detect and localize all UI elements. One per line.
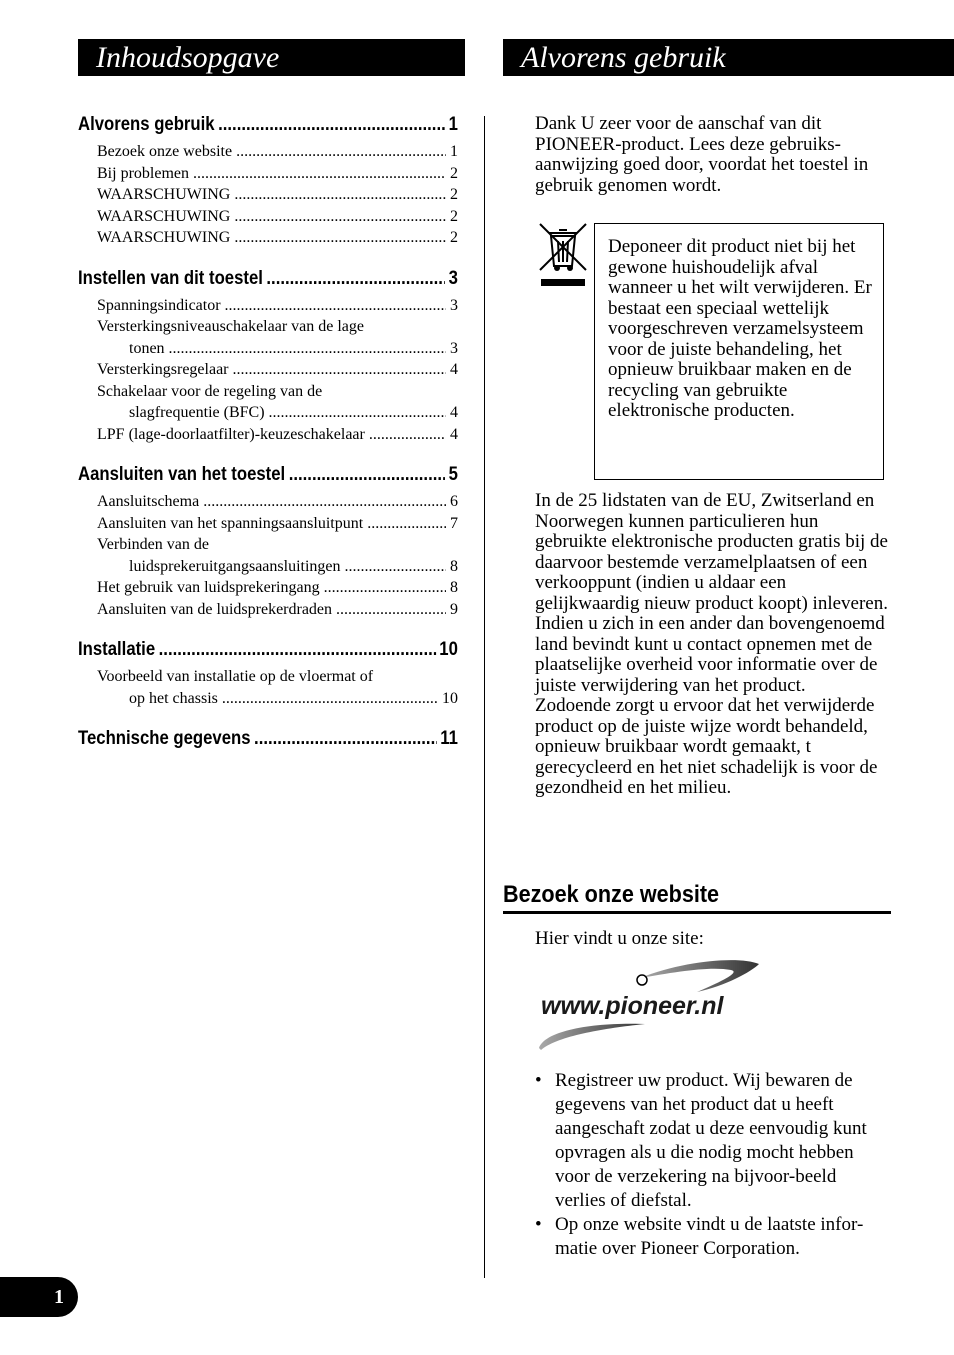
- toc-section-title: Installatie: [78, 639, 156, 660]
- leader-dots: [269, 402, 446, 424]
- toc-entry-label: Bezoek onze website: [97, 143, 233, 160]
- website-intro: Hier vindt u onze site:: [535, 928, 704, 949]
- leader-dots: [367, 513, 446, 535]
- toc-section-title: Aansluiten van het toestel: [78, 464, 286, 485]
- toc-page-number: 2: [450, 164, 458, 182]
- toc-entry-label: Bij problemen: [97, 164, 189, 182]
- toc-page-number: 3: [448, 267, 458, 289]
- leader-dots: [345, 556, 446, 578]
- toc-page-number: 2: [450, 207, 458, 225]
- toc-page-number: 10: [442, 689, 458, 707]
- toc-entry[interactable]: [78, 491, 458, 513]
- toc-page-number: 8: [450, 579, 458, 596]
- toc-entry[interactable]: [78, 295, 458, 317]
- toc-entry-label: Aansluiten van het spanningsaansluitpunt: [97, 514, 364, 532]
- toc-section-heading[interactable]: [78, 726, 458, 752]
- leader-dots: [222, 688, 438, 710]
- toc-entry-label: Voorbeeld van installatie op de vloermat of: [97, 668, 374, 685]
- toc-entry-label: WAARSCHUWING: [97, 186, 231, 203]
- toc-page-number: 3: [450, 296, 458, 314]
- toc-entry[interactable]: [78, 163, 458, 185]
- section-header: Alvorens gebruik: [503, 39, 954, 76]
- leader-dots: [236, 141, 446, 163]
- toc-page-number: 4: [450, 404, 458, 421]
- toc-page-number: 3: [450, 339, 458, 357]
- toc-page-number: 7: [450, 514, 458, 532]
- toc-page-number: 9: [450, 600, 458, 618]
- leader-dots: [289, 462, 445, 488]
- toc-page-number: 6: [450, 493, 458, 510]
- paragraph: Zodoende zorgt u ervoor dat het verwijderde product op de juiste wijze wordt behandeld, opnieuw bruikbaar wordt gemaakt, t gerecycleerd en het niet schadelijk is voor de gezondheid en het milieu.: [535, 695, 878, 798]
- toc-section-title: Alvorens gebruik: [78, 114, 215, 135]
- toc-entry-label: Aansluiten van de luidsprekerdraden: [97, 600, 333, 618]
- leader-dots: [218, 112, 445, 138]
- toc-entry[interactable]: [78, 534, 458, 577]
- toc-page-number: 2: [450, 186, 458, 203]
- toc-entry-label: Versterkingsregelaar: [97, 361, 229, 378]
- toc-section-heading[interactable]: [78, 112, 458, 138]
- leader-dots: [193, 163, 446, 185]
- toc-entry-label-cont: luidsprekeruitgangsaansluitingen: [129, 557, 341, 575]
- toc-page-number: 11: [440, 728, 458, 749]
- toc-entry-label: Het gebruik van luidsprekeringang: [97, 579, 320, 596]
- website-section-title: Bezoek onze website: [503, 880, 891, 914]
- toc-entry-label-cont: slagfrequentie (BFC): [129, 404, 265, 421]
- disposal-notice: Deponeer dit product niet bij het gewone huishoudelijk afval wanneer u het wilt verwijderen. Er bestaat een speciaal wettelijk voorgeschreven verzamelsysteem voor de juiste behandeling, het opnieuw bruikbaar maken en de recycling van gebruikte elektronische producten.: [608, 236, 872, 421]
- toc-section-heading[interactable]: [78, 637, 458, 663]
- leader-dots: [266, 266, 445, 292]
- toc-section: [78, 726, 458, 752]
- toc-page-number: 1: [448, 114, 458, 135]
- toc-entry[interactable]: [78, 599, 458, 621]
- toc-entry[interactable]: [78, 184, 458, 206]
- toc-entry-label: Aansluitschema: [97, 493, 200, 510]
- column-divider: [484, 116, 485, 1278]
- toc-page-number: 1: [450, 143, 458, 160]
- toc-section-heading[interactable]: [78, 462, 458, 488]
- toc-page-number: 2: [450, 229, 458, 246]
- leader-dots: [369, 424, 446, 446]
- toc-entry-label: Versterkingsniveauschakelaar van de lage: [97, 318, 364, 335]
- toc-page-number: 10: [439, 639, 458, 660]
- toc-page-number: 8: [450, 557, 458, 575]
- leader-dots: [159, 637, 436, 663]
- table-of-contents: [78, 112, 458, 769]
- paragraph: Indien u zich in een ander dan bovengenoemd land bevindt kunt u contact opnemen met de plaatselijke overheid voor informatie over de juiste verwijdering van het product.: [535, 613, 885, 696]
- toc-section: [78, 112, 458, 249]
- leader-dots: [324, 577, 446, 599]
- toc-entry[interactable]: [78, 424, 458, 446]
- logo-text: www.pioneer.nl: [541, 992, 724, 1020]
- toc-section-heading[interactable]: [78, 266, 458, 292]
- toc-entry-label: Spanningsindicator: [97, 296, 221, 314]
- list-item: • Op onze website vindt u de laatste infor-matie over Pioneer Corporation.: [535, 1213, 891, 1261]
- toc-section: [78, 266, 458, 446]
- toc-header: Inhoudsopgave: [78, 39, 465, 76]
- toc-section: [78, 637, 458, 709]
- page-number: 1: [0, 1277, 78, 1317]
- toc-entry[interactable]: [78, 316, 458, 359]
- toc-entry-label-cont: tonen: [129, 339, 165, 357]
- toc-entry-label: Verbinden van de: [97, 536, 209, 553]
- leader-dots: [336, 599, 446, 621]
- toc-entry[interactable]: [78, 577, 458, 599]
- toc-section-title: Technische gegevens: [78, 728, 251, 749]
- toc-entry[interactable]: [78, 513, 458, 535]
- crossed-bin-icon: [537, 222, 589, 288]
- leader-dots: [234, 206, 446, 228]
- toc-page-number: 4: [450, 361, 458, 378]
- toc-page-number: 4: [450, 425, 458, 443]
- leader-dots: [234, 227, 446, 249]
- leader-dots: [225, 295, 446, 317]
- toc-entry[interactable]: [78, 666, 458, 709]
- leader-dots: [234, 184, 446, 206]
- pioneer-website-logo[interactable]: [535, 958, 765, 1053]
- leader-dots: [169, 338, 446, 360]
- toc-entry[interactable]: [78, 359, 458, 381]
- toc-entry[interactable]: [78, 227, 458, 249]
- toc-entry-label-cont: op het chassis: [129, 689, 218, 707]
- leader-dots: [254, 726, 437, 752]
- eu-disposal-text: [535, 491, 891, 799]
- paragraph: In de 25 lidstaten van de EU, Zwitserland en Noorwegen kunnen particulieren hun gebruikte elektronische producten gratis bij de daarvoor bestemde verzamelplaatsen of een verkooppunt (indien u aldaar een gelijkwaardig nieuw product koopt) inleveren.: [535, 490, 888, 614]
- toc-entry-label: WAARSCHUWING: [97, 207, 231, 225]
- toc-entry-label: WAARSCHUWING: [97, 229, 231, 246]
- toc-page-number: 5: [448, 464, 458, 485]
- website-bullets: [535, 1069, 891, 1261]
- toc-entry-label: Schakelaar voor de regeling van de: [97, 382, 323, 400]
- toc-section: [78, 462, 458, 620]
- toc-section-title: Instellen van dit toestel: [78, 267, 263, 289]
- toc-entry-label: LPF (lage-doorlaatfilter)-keuzeschakelaar: [97, 425, 365, 443]
- list-item: • Registreer uw product. Wij bewaren de gegevens van het product dat u heeft aangeschaft zodat u deze eenvoudig kunt opvragen als u die nodig mocht hebben voor de verzekering na bijvoor-beeld verlies of diefstal.: [535, 1069, 891, 1213]
- toc-entry[interactable]: [78, 206, 458, 228]
- intro-paragraph: Dank U zeer voor de aanschaf van dit PIONEER-product. Lees deze gebruiks-aanwijzing goed door, voordat het toestel in gebruik genomen wordt.: [535, 113, 869, 196]
- toc-entry[interactable]: [78, 141, 458, 163]
- leader-dots: [233, 359, 447, 381]
- leader-dots: [203, 491, 446, 513]
- toc-entry[interactable]: [78, 381, 458, 424]
